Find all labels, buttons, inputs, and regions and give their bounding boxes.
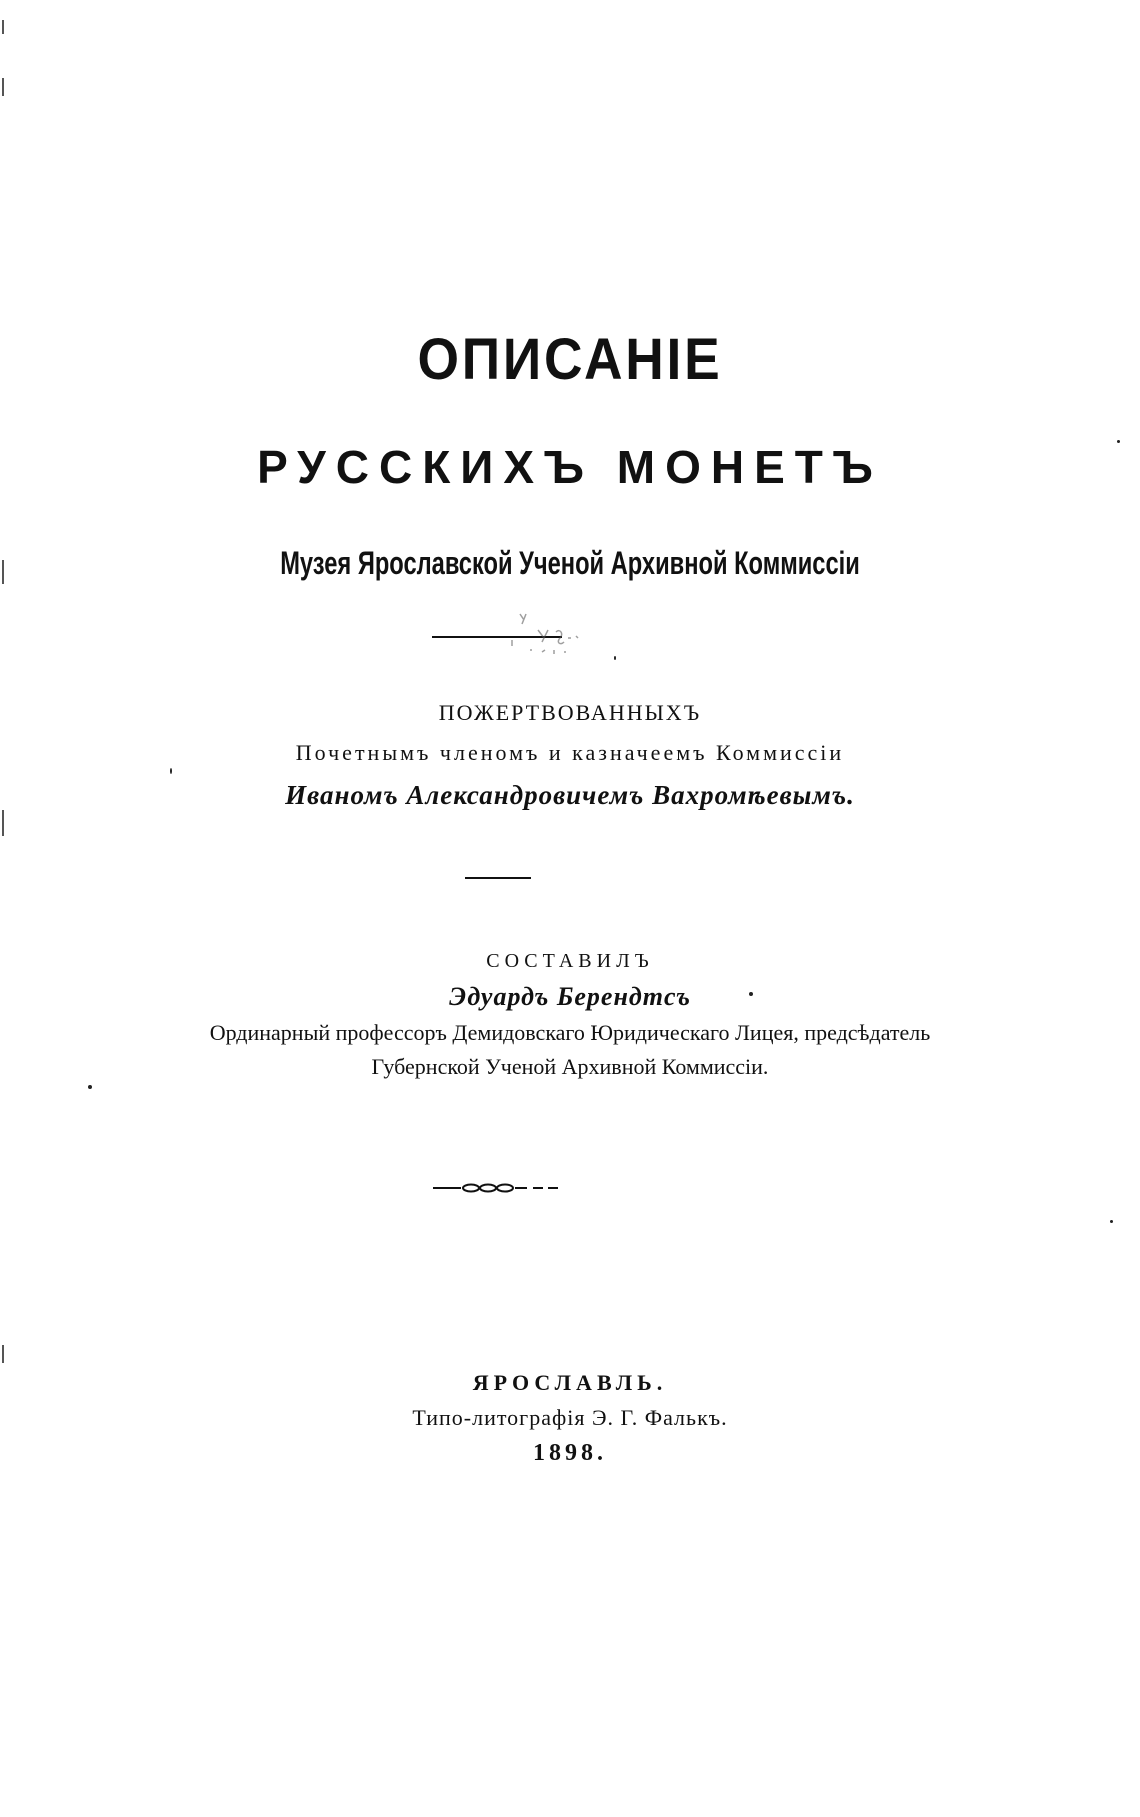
book-title: ОПИСАНІЕ [417, 327, 723, 392]
publication-year: 1898. [533, 1440, 607, 1466]
section-divider [465, 877, 531, 879]
donor-name: Иваномъ Александровичемъ Вахромѣевымъ. [285, 780, 855, 810]
compiled-by-label: СОСТАВИЛЪ [486, 950, 654, 972]
museum-name: Музея Ярославской Ученой Архивной Коммиссіи [280, 545, 860, 581]
book-subtitle: РУССКИХЪ МОНЕТЪ [257, 441, 883, 493]
ink-speck [614, 656, 616, 660]
ink-speck [170, 768, 172, 774]
scan-edge-mark [2, 78, 4, 96]
ink-speck [88, 1085, 92, 1089]
ink-speck [749, 992, 753, 996]
ornament-divider [433, 1180, 558, 1196]
author-name: Эдуардъ Берендтсъ [449, 982, 691, 1011]
scan-edge-mark [2, 20, 4, 34]
ink-speck [1117, 440, 1120, 443]
donated-label: ПОЖЕРТВОВАННЫХЪ [438, 700, 702, 725]
scan-edge-mark [2, 1345, 4, 1363]
stamp-marks [490, 600, 610, 660]
author-position-line-2: Губернской Ученой Архивной Коммиссіи. [371, 1054, 769, 1079]
scan-edge-mark [2, 560, 4, 584]
scan-edge-mark [2, 810, 4, 836]
donor-role: Почетнымъ членомъ и казначеемъ Коммиссіи [295, 740, 845, 765]
library-stamp [490, 600, 610, 660]
author-position-line-1: Ординарный профессоръ Демидовскаго Юридическаго Лицея, предсѣдатель [209, 1020, 931, 1045]
ink-speck [1110, 1220, 1113, 1223]
printer-name: Типо-литографія Э. Г. Фалькъ. [412, 1405, 728, 1430]
publication-city: ЯРОСЛАВЛЬ. [472, 1370, 668, 1395]
